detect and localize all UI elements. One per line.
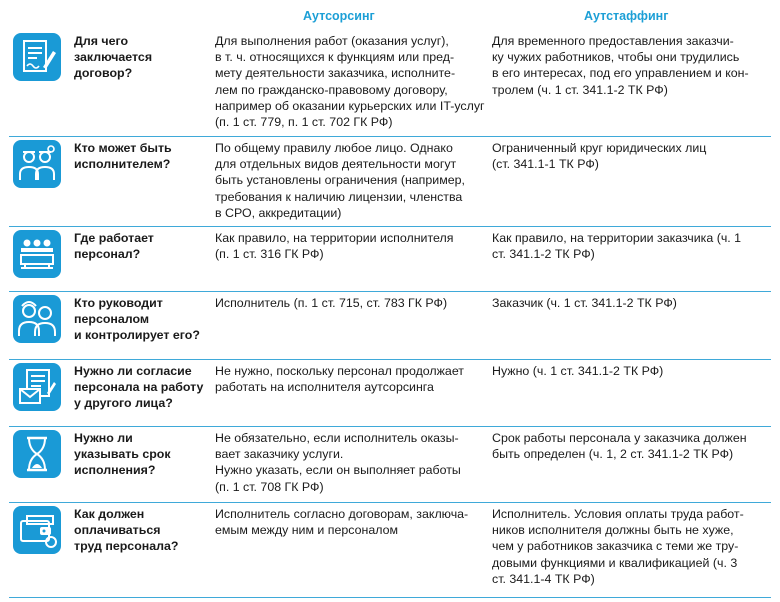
header-outsourcing: Аутсорсинг bbox=[303, 9, 375, 23]
row-question bbox=[74, 430, 214, 479]
question-line: Где работает bbox=[74, 231, 154, 245]
row-question bbox=[74, 230, 214, 262]
contract-icon bbox=[13, 33, 61, 81]
outstaffing-line: Заказчик (ч. 1 ст. 341.1-2 ТК РФ) bbox=[492, 296, 677, 310]
outsourcing-line: Не обязательно, если исполнитель оказы- bbox=[215, 431, 459, 445]
row-question bbox=[74, 33, 214, 82]
outsourcing-line: емым между ним и персоналом bbox=[215, 523, 399, 538]
outsourcing-line: По общему правилу любое лицо. Однако bbox=[215, 141, 453, 155]
outsourcing-line: в СРО, аккредитации) bbox=[215, 205, 342, 220]
outstaffing-cell bbox=[492, 295, 769, 311]
outstaffing-line: Для временного предоставления заказчи- bbox=[492, 34, 734, 48]
outstaffing-cell bbox=[492, 33, 769, 98]
outstaffing-line: в его интересах, под его управлением и кон- bbox=[492, 66, 749, 81]
question-line: труд персонала? bbox=[74, 539, 179, 554]
outsourcing-cell bbox=[215, 506, 483, 538]
question-line: исполнителем? bbox=[74, 157, 171, 172]
outsourcing-cell bbox=[215, 295, 483, 311]
row-question bbox=[74, 506, 214, 555]
question-line: Для чего bbox=[74, 34, 129, 48]
outsourcing-line: для отдельных видов деятельности могут bbox=[215, 157, 457, 172]
question-line: Как должен bbox=[74, 507, 145, 521]
table-row bbox=[9, 502, 771, 598]
outsourcing-line: Исполнитель согласно договорам, заключа- bbox=[215, 507, 469, 521]
outstaffing-line: Как правило, на территории заказчика (ч. 1 bbox=[492, 231, 742, 245]
outsourcing-line: (п. 1 ст. 316 ГК РФ) bbox=[215, 247, 324, 262]
table-row bbox=[9, 291, 771, 360]
outstaffing-cell bbox=[492, 140, 769, 172]
outsourcing-line: Исполнитель (п. 1 ст. 715, ст. 783 ГК РФ) bbox=[215, 296, 448, 310]
outstaffing-cell bbox=[492, 230, 769, 262]
question-line: заключается bbox=[74, 50, 153, 65]
table-row bbox=[9, 226, 771, 292]
outsourcing-line: быть установлены ограничения (например, bbox=[215, 173, 465, 188]
outstaffing-line: Ограниченный круг юридических лиц bbox=[492, 141, 707, 155]
outsourcing-line: требования к наличию лицензии, членства bbox=[215, 189, 463, 204]
outsourcing-line: работать на исполнителя аутсорсинга bbox=[215, 380, 434, 395]
outstaffing-line: (ст. 341.1-1 ТК РФ) bbox=[492, 157, 599, 172]
outstaffing-cell bbox=[492, 430, 769, 462]
outstaffing-line: тролем (ч. 1 ст. 341.1-2 ТК РФ) bbox=[492, 82, 668, 97]
outsourcing-line: в т. ч. относящихся к функциям или пред- bbox=[215, 50, 455, 65]
question-line: указывать срок bbox=[74, 447, 171, 462]
question-line: Кто может быть bbox=[74, 141, 172, 155]
question-line: персоналом bbox=[74, 312, 150, 327]
outsourcing-cell bbox=[215, 140, 483, 221]
outstaffing-line: ку чужих работников, чтобы они трудились bbox=[492, 50, 740, 65]
outstaffing-cell bbox=[492, 363, 769, 379]
outstaffing-line: Нужно (ч. 1 ст. 341.1-2 ТК РФ) bbox=[492, 364, 664, 378]
outstaffing-line: довыми функциями и квалификацией (ч. 3 bbox=[492, 555, 738, 570]
row-question bbox=[74, 295, 214, 344]
outstaffing-line: чем у работников заказчика с теми же тру- bbox=[492, 539, 739, 554]
question-line: Нужно ли bbox=[74, 431, 133, 445]
question-line: исполнения? bbox=[74, 463, 156, 478]
question-line: Кто руководит bbox=[74, 296, 163, 310]
outsourcing-line: (п. 1 ст. 708 ГК РФ) bbox=[215, 479, 324, 494]
outsourcing-line: (п. 1 ст. 779, п. 1 ст. 702 ГК РФ) bbox=[215, 115, 393, 130]
outsourcing-line: Не нужно, поскольку персонал продолжает bbox=[215, 364, 464, 378]
outsourcing-cell bbox=[215, 430, 483, 495]
outstaffing-cell bbox=[492, 506, 769, 587]
outsourcing-line: Нужно указать, если он выполняет работы bbox=[215, 463, 461, 478]
outsourcing-line: Для выполнения работ (оказания услуг), bbox=[215, 34, 449, 48]
question-line: и контролирует его? bbox=[74, 328, 200, 343]
outstaffing-line: ников исполнителя должны быть не хуже, bbox=[492, 523, 734, 538]
question-line: персонал? bbox=[74, 247, 141, 262]
outsourcing-line: мету деятельности заказчика, исполните- bbox=[215, 66, 456, 81]
wallet-icon bbox=[13, 506, 61, 554]
question-line: Нужно ли согласие bbox=[74, 364, 192, 378]
row-question bbox=[74, 140, 214, 172]
table-row bbox=[9, 426, 771, 503]
question-line: договор? bbox=[74, 66, 133, 81]
table-row bbox=[9, 29, 771, 137]
question-line: у другого лица? bbox=[74, 396, 173, 411]
letter-icon bbox=[13, 363, 61, 411]
outsourcing-line: вает заказчику услуги. bbox=[215, 447, 344, 462]
outstaffing-line: Исполнитель. Условия оплаты труда работ- bbox=[492, 507, 744, 521]
outstaffing-line: ст. 341.1-4 ТК РФ) bbox=[492, 571, 595, 586]
row-question bbox=[74, 363, 214, 412]
workers-icon bbox=[13, 140, 61, 188]
outstaffing-line: быть определен (ч. 1, 2 ст. 341.1-2 ТК РФ) bbox=[492, 447, 734, 462]
outsourcing-cell bbox=[215, 363, 483, 395]
table-row bbox=[9, 359, 771, 427]
outsourcing-line: лем по гражданско-правовому договору, bbox=[215, 82, 448, 97]
question-line: персонала на работу bbox=[74, 380, 204, 395]
hourglass-icon bbox=[13, 430, 61, 478]
outsourcing-cell bbox=[215, 230, 483, 262]
outsourcing-line: Как правило, на территории исполнителя bbox=[215, 231, 454, 245]
outsourcing-line: например об оказании курьерских или IT-услуг bbox=[215, 98, 485, 113]
outsourcing-cell bbox=[215, 33, 483, 130]
managers-icon bbox=[13, 295, 61, 343]
table-row bbox=[9, 136, 771, 227]
workplace-icon bbox=[13, 230, 61, 278]
header-outstaffing: Аутстаффинг bbox=[584, 9, 669, 23]
outstaffing-line: ст. 341.1-2 ТК РФ) bbox=[492, 247, 595, 262]
question-line: оплачиваться bbox=[74, 523, 161, 538]
outstaffing-line: Срок работы персонала у заказчика должен bbox=[492, 431, 747, 445]
